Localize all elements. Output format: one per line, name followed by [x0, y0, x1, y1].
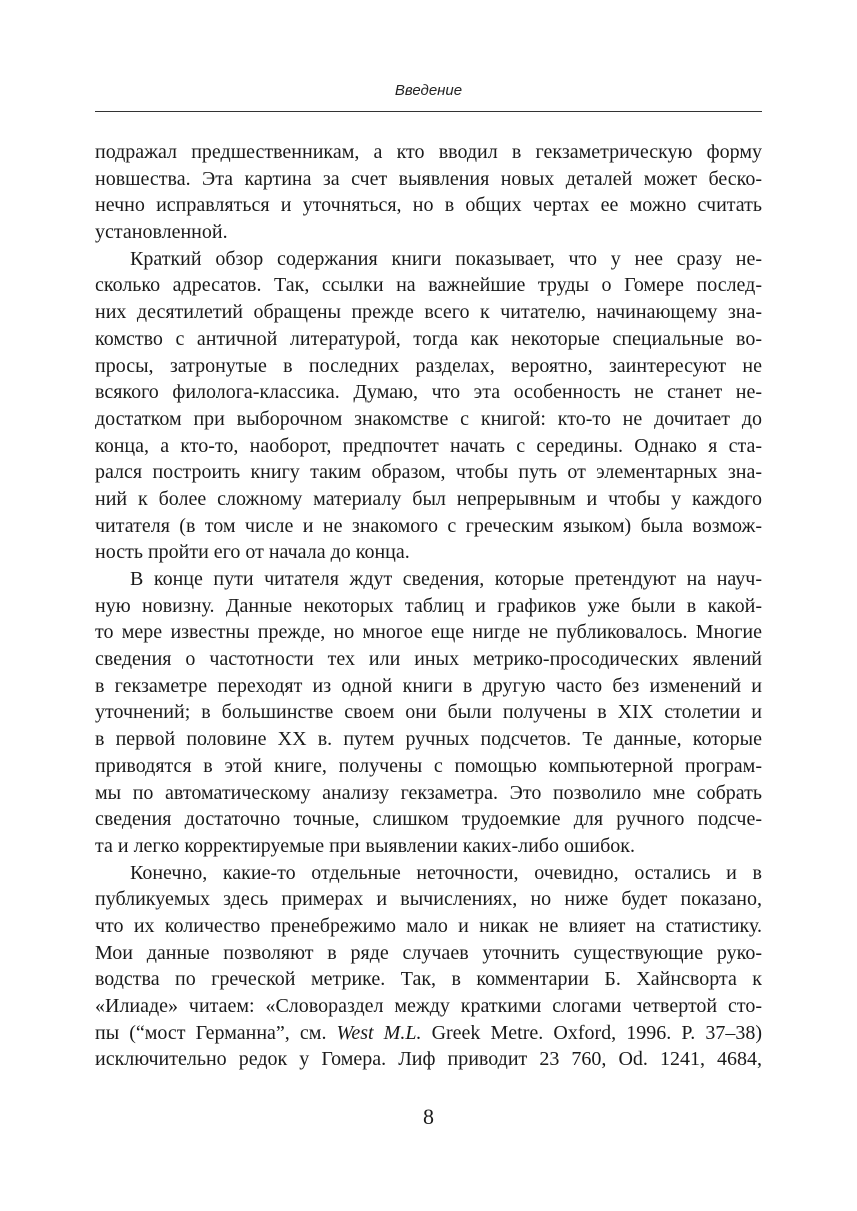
text-line: всякого филолога-классика. Думаю, что эта особенность не станет не-: [95, 381, 762, 404]
text-line: нечно исправляться и уточняться, но в общих чертах ее можно считать: [95, 194, 762, 217]
text-line: подражал предшественникам, а кто вводил в гекзаметрическую форму: [95, 141, 762, 163]
text-line: та и легко корректируемые при выявлении каких-либо ошибок.: [95, 834, 635, 857]
text-line: рался построить книгу таким образом, чтобы путь от элементарных зна-: [95, 461, 762, 484]
text-line: ность пройти его от начала до конца.: [95, 541, 410, 564]
text-line: комство с античной литературой, тогда как некоторые специальные во-: [95, 327, 762, 350]
text-line: Конечно, какие-то отдельные неточности, очевидно, остались и в: [130, 861, 762, 884]
text-line: сведения о частотности тех или иных метрико-просодических явлений: [95, 648, 762, 671]
text-line: достатком при выборочном знакомстве с книгой: кто-то не дочитает до: [95, 407, 762, 430]
header-rule: [95, 111, 762, 112]
text-line: просы, затронутые в последних разделах, вероятно, заинтересуют не: [95, 354, 762, 377]
text-line: Мои данные позволяют в ряде случаев уточнить существующие руко-: [95, 941, 762, 964]
citation-suffix: Greek Metre. Oxford, 1996. P. 37–38): [421, 1021, 762, 1044]
paragraph-2: [95, 246, 762, 566]
main-text: [95, 139, 762, 1073]
text-line: публикуемых здесь примерах и вычислениях, но ниже будет показано,: [95, 888, 762, 911]
text-line: В конце пути читателя ждут сведения, которые претендуют на науч-: [130, 568, 762, 590]
text-line-with-citation: [95, 1020, 762, 1047]
text-line: то мере известны прежде, но многое еще нигде не публиковалось. Многие: [95, 621, 762, 644]
text-line: читателя (в том числе и не знакомого с греческим языком) была возмож-: [95, 514, 762, 537]
text-line: уточнений; в большинстве своем они были получены в XIX столетии и: [95, 701, 762, 724]
text-line: «Илиаде» читаем: «Словораздел между краткими слогами четвертой сто-: [95, 995, 762, 1017]
paragraph-3: [95, 566, 762, 860]
text-line: ную новизну. Данные некоторых таблиц и графиков уже были в какой-: [95, 594, 762, 617]
text-line: конца, а кто-то, наоборот, предпочтет начать с середины. Однако я ста-: [95, 434, 762, 457]
text-line: Краткий обзор содержания книги показывает, что у нее сразу не-: [130, 247, 762, 270]
text-line: ний к более сложному материалу был непрерывным и чтобы у каждого: [95, 487, 762, 510]
text-line: сведения достаточно точные, слишком трудоемкие для ручного подсче-: [95, 808, 762, 831]
text-line: водства по греческой метрике. Так, в комментарии Б. Хайнсворта к: [95, 968, 762, 991]
running-head: Введение: [394, 82, 463, 99]
text-line: них десятилетий обращены прежде всего к читателю, начинающему зна-: [95, 301, 762, 324]
text-line: сколько адресатов. Так, ссылки на важнейшие труды о Гомере послед-: [95, 274, 762, 297]
citation-author: West M.L.: [336, 1021, 422, 1044]
text-line: в гекзаметре переходят из одной книги в другую часто без изменений и: [95, 674, 762, 697]
page-number: 8: [423, 1104, 434, 1129]
text-line: что их количество пренебрежимо мало и никак не влияет на статистику.: [95, 914, 762, 937]
citation-prefix: пы (“мост Германна”, см.: [95, 1021, 337, 1044]
text-line: исключительно редок у Гомера. Лиф приводит 23 760, Od. 1241, 4684,: [95, 1048, 762, 1071]
text-line: установленной.: [95, 221, 228, 244]
paragraph-4: [95, 860, 762, 1074]
text-line: новшества. Эта картина за счет выявления новых деталей может беско-: [95, 167, 762, 190]
text-line: мы по автоматическому анализу гекзаметра. Это позволило мне собрать: [95, 781, 762, 804]
paragraph-1: [95, 139, 762, 246]
text-line: в первой половине XX в. путем ручных подсчетов. Те данные, которые: [95, 728, 762, 751]
text-line: приводятся в этой книге, получены с помощью компьютерной програм-: [95, 754, 762, 777]
